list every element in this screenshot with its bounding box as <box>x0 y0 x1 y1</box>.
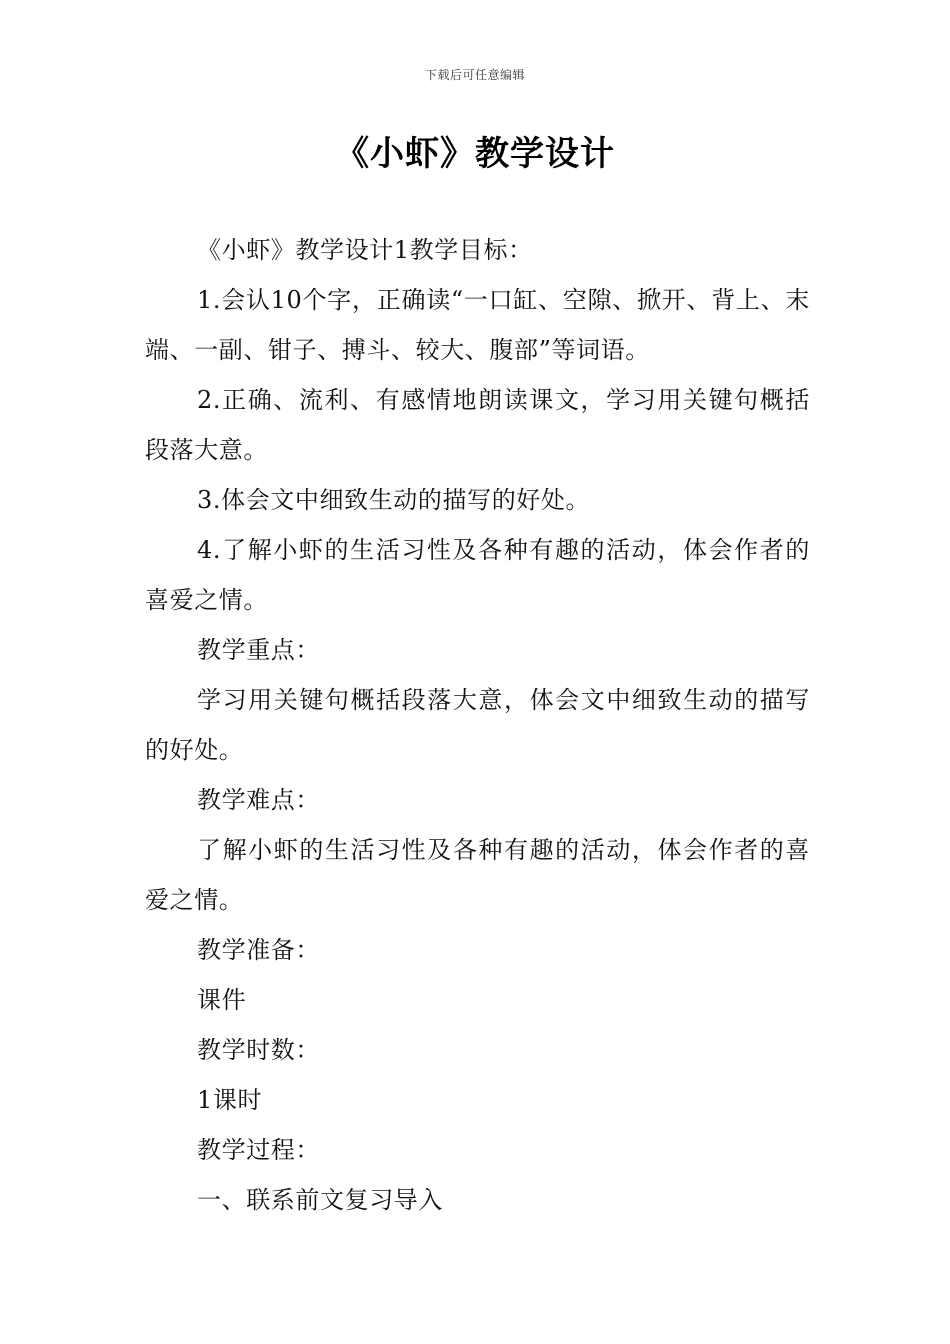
paragraph: 教学难点： <box>197 786 320 814</box>
header-note: 下载后可任意编辑 <box>424 68 525 82</box>
paragraph: 教学重点： <box>197 636 320 664</box>
paragraph: 一、联系前文复习导入 <box>197 1186 443 1214</box>
paragraph: 教学时数： <box>197 1036 320 1064</box>
paragraph: 《小虾》教学设计1教学目标： <box>197 236 533 264</box>
paragraph: 4.了解小虾的生活习性及各种有趣的活动，体会作者的喜爱之情。 <box>145 536 810 614</box>
paragraph: 教学准备： <box>197 936 320 964</box>
paragraph: 学习用关键句概括段落大意，体会文中细致生动的描写的好处。 <box>145 686 810 764</box>
document-title: 《小虾》教学设计 <box>335 134 615 174</box>
paragraph: 1课时 <box>197 1086 263 1114</box>
paragraph: 3.体会文中细致生动的描写的好处。 <box>197 486 591 514</box>
document-body <box>145 225 810 1225</box>
paragraph: 2.正确、流利、有感情地朗读课文，学习用关键句概括段落大意。 <box>145 386 810 464</box>
paragraph: 教学过程： <box>197 1136 320 1164</box>
paragraph: 课件 <box>197 986 247 1014</box>
paragraph: 了解小虾的生活习性及各种有趣的活动，体会作者的喜爱之情。 <box>145 836 810 914</box>
paragraph: 1.会认10个字，正确读“一口缸、空隙、掀开、背上、末端、一副、钳子、搏斗、较大、腹部”等词语。 <box>145 286 810 364</box>
